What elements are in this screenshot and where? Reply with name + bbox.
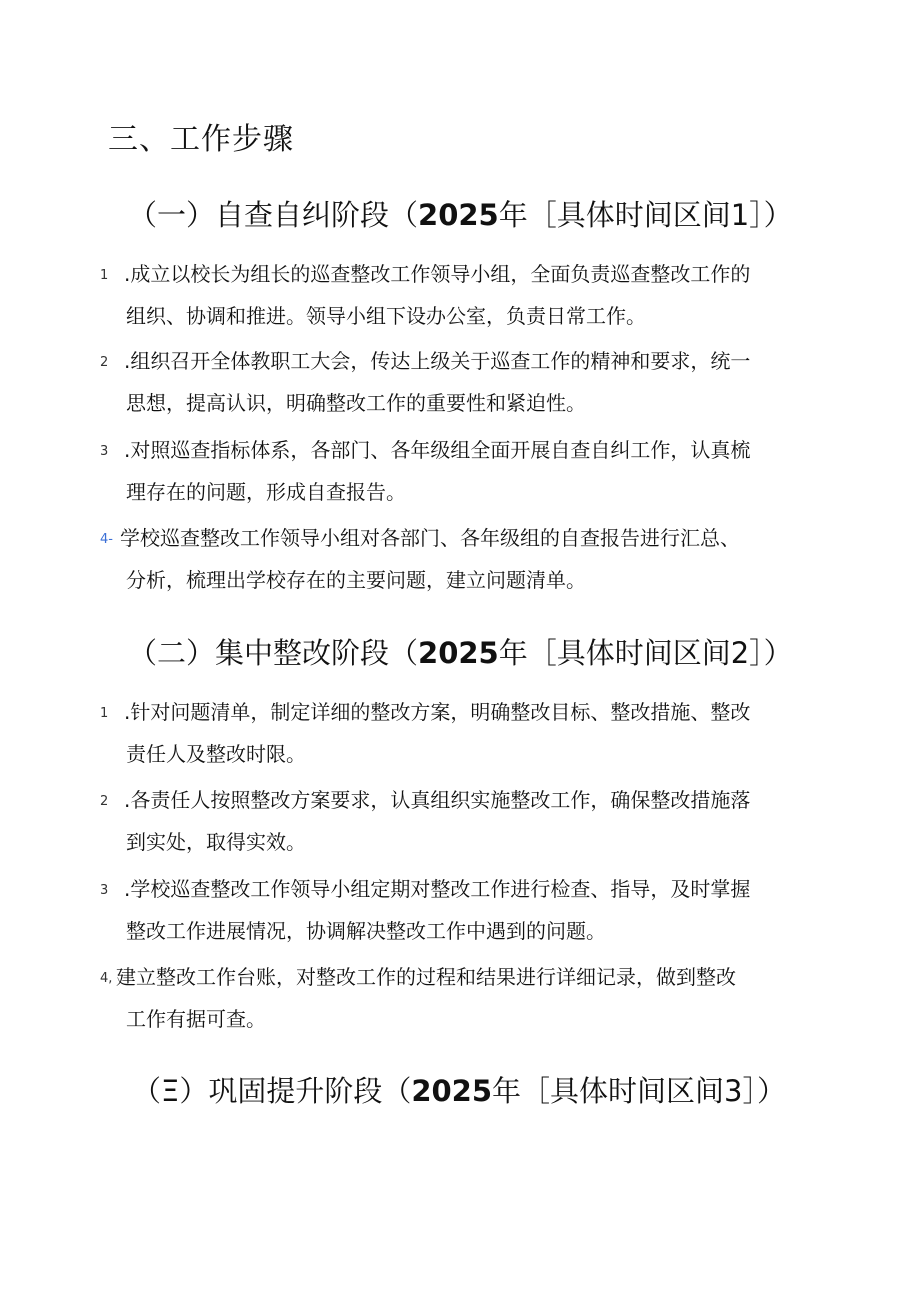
item-text: .组织召开全体教职工大会，传达上级关于巡查工作的精神和要求，统一 [124, 349, 751, 373]
stage-title-pre: （二）集中整改阶段（ [128, 636, 419, 670]
item-first-line [100, 430, 810, 472]
list-item [100, 341, 810, 424]
item-text-continued: 理存在的问题，形成自查报告。 [126, 480, 406, 504]
item-number: 3 [100, 444, 109, 459]
item-first-line [100, 957, 810, 999]
stage-title-pre: （Ξ）巩固提升阶段（ [132, 1074, 412, 1108]
item-number: 4, [100, 971, 113, 986]
item-number: 1 [100, 268, 109, 283]
stage-year: 2025 [418, 198, 499, 232]
item-first-line [100, 780, 810, 822]
item-text: .对照巡查指标体系，各部门、各年级组全面开展自查自纠工作，认真梳 [124, 438, 751, 462]
item-text: .学校巡查整改工作领导小组定期对整改工作进行检查、指导，及时掌握 [124, 877, 751, 901]
list-item [100, 692, 810, 775]
stage-title-post: 年［具体时间区间2］） [498, 636, 793, 670]
stage-title-1 [128, 195, 793, 235]
stage-year: 2025 [418, 636, 499, 670]
section-title: 三、工作步骤 [108, 122, 294, 157]
stage-title-post: 年［具体时间区间1］） [498, 198, 793, 232]
item-first-line [100, 692, 810, 734]
item-number: 1 [100, 706, 109, 721]
list-item [100, 869, 810, 952]
stage-title-post: 年［具体时间区间3］） [492, 1074, 786, 1108]
item-text-continued: 思想，提高认识，明确整改工作的重要性和紧迫性。 [126, 391, 586, 415]
item-text-continued: 到实处，取得实效。 [126, 830, 306, 854]
item-text: .针对问题清单，制定详细的整改方案，明确整改目标、整改措施、整改 [124, 700, 751, 724]
item-text: .各责任人按照整改方案要求，认真组织实施整改工作，确保整改措施落 [124, 788, 751, 812]
item-first-line [100, 254, 810, 296]
item-text: .成立以校长为组长的巡查整改工作领导小组，全面负责巡查整改工作的 [124, 262, 751, 286]
item-first-line [100, 341, 810, 383]
item-text-continued: 整改工作进展情况，协调解决整改工作中遇到的问题。 [126, 919, 606, 943]
stage-year: 2025 [411, 1074, 493, 1108]
list-item [100, 780, 810, 863]
list-item [100, 957, 810, 1040]
item-first-line [100, 869, 810, 911]
list-item [100, 430, 810, 513]
item-text: 建立整改工作台账，对整改工作的过程和结果进行详细记录，做到整改 [116, 965, 736, 989]
item-text: 学校巡查整改工作领导小组对各部门、各年级组的自查报告进行汇总、 [120, 526, 740, 550]
item-number: 2 [100, 355, 109, 370]
item-number: 2 [100, 794, 109, 809]
item-text-continued: 分析，梳理出学校存在的主要问题，建立问题清单。 [126, 568, 586, 592]
list-item [100, 518, 810, 601]
stage-title-2 [128, 633, 793, 673]
stage-title-3 [132, 1071, 786, 1111]
list-item [100, 254, 810, 337]
item-text-continued: 组织、协调和推进。领导小组下设办公室，负责日常工作。 [126, 304, 646, 328]
item-number: 4- [100, 532, 113, 547]
item-number: 3 [100, 883, 109, 898]
item-text-continued: 工作有据可查。 [126, 1007, 266, 1031]
stage-title-pre: （一）自查自纠阶段（ [128, 198, 419, 232]
item-first-line [100, 518, 810, 560]
item-text-continued: 责任人及整改时限。 [126, 742, 306, 766]
